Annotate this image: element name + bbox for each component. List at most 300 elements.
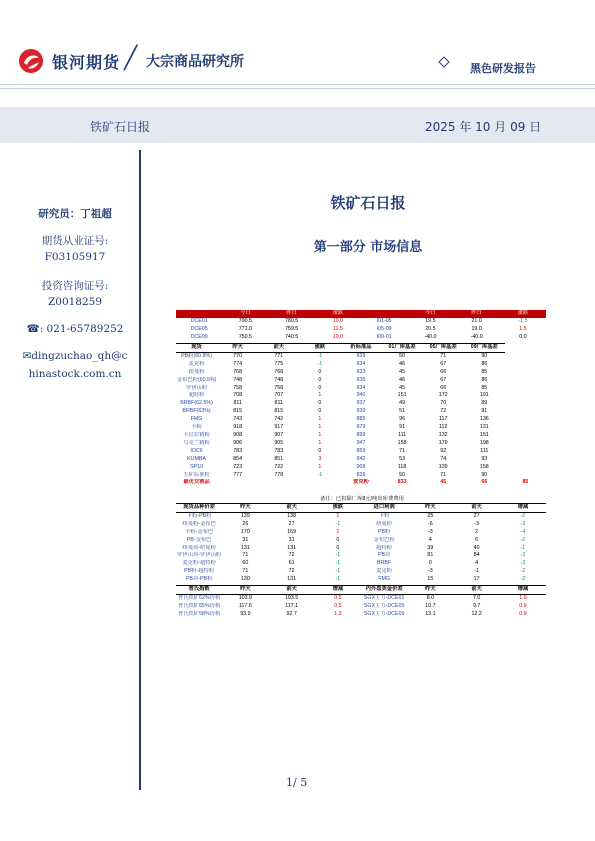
- table-header-row: [176, 504, 546, 513]
- data-cell: 1.5: [519, 325, 527, 332]
- table-header-row: [176, 344, 546, 353]
- data-cell: 70: [440, 400, 447, 407]
- data-cell: -1: [317, 360, 323, 367]
- cheapest-label: 最优交割品: [183, 479, 210, 486]
- data-cell: 833: [356, 368, 366, 375]
- data-cell: 66: [440, 384, 447, 391]
- cheapest-value: 45: [440, 479, 447, 486]
- data-cell: 71: [242, 552, 249, 559]
- data-cell: 46: [399, 376, 406, 383]
- email-line-2: hinastock.com.cn: [28, 368, 122, 380]
- data-cell: 92: [440, 447, 447, 454]
- table-header-row: [176, 310, 546, 318]
- data-cell: 151: [479, 431, 489, 438]
- data-cell: 93: [481, 455, 488, 462]
- data-cell: 卡粉: [378, 512, 390, 519]
- data-cell: 131: [287, 544, 297, 551]
- company-name: 银河期货: [52, 53, 121, 72]
- data-cell: -2: [520, 512, 526, 519]
- header-cell: 现货品种价差: [176, 504, 222, 513]
- data-cell: 纽曼粉-金布巴: [182, 520, 216, 527]
- data-cell: 超特粉: [188, 392, 205, 399]
- email-line-1: ✉dingzuchao_qh@c: [22, 350, 128, 362]
- table-row: [176, 352, 546, 360]
- table-row: [176, 318, 546, 326]
- data-cell: DCE01: [190, 317, 208, 324]
- license-number: F03105917: [44, 251, 106, 263]
- data-cell: 1: [318, 463, 322, 470]
- data-cell: 770: [233, 352, 243, 359]
- data-cell: 麦克粉: [188, 360, 205, 367]
- data-cell: 51: [399, 408, 406, 415]
- data-cell: -1: [520, 544, 526, 551]
- data-cell: I05-09: [376, 325, 392, 332]
- data-cell: 麦克粉: [376, 568, 393, 575]
- institute-name: 大宗商品研究所: [146, 54, 244, 70]
- data-cell: 151: [397, 392, 407, 399]
- header-cell: 增减: [315, 586, 361, 595]
- header-cell: 涨跌: [315, 504, 361, 513]
- table-row: [176, 392, 546, 400]
- data-cell: 1: [318, 416, 322, 423]
- data-cell: 21.0: [471, 317, 482, 324]
- data-cell: 117.6: [238, 602, 252, 609]
- header-cell: 进口利润: [361, 504, 407, 513]
- report-type: 黑色研发报告: [470, 62, 536, 75]
- data-cell: 89: [481, 400, 488, 407]
- data-cell: 81: [427, 552, 434, 559]
- data-cell: 723: [233, 463, 243, 470]
- data-cell: 74: [440, 455, 447, 462]
- data-cell: 191: [479, 392, 489, 399]
- cheapest-value: 麦克粉: [353, 479, 369, 486]
- data-cell: 811: [233, 400, 242, 407]
- document-title: 铁矿石日报: [330, 194, 406, 212]
- data-cell: 31: [288, 536, 295, 543]
- header-cell: 前天: [269, 586, 315, 595]
- data-cell: 40: [473, 544, 480, 551]
- cheapest-value: 66: [481, 479, 488, 486]
- data-cell: -3: [520, 552, 526, 559]
- data-cell: 851: [274, 455, 284, 462]
- header-cell: 昨天: [222, 504, 268, 513]
- data-cell: 707: [274, 392, 284, 399]
- data-cell: I01-05: [376, 317, 392, 324]
- header-cell: 昨天: [407, 586, 453, 595]
- data-cell: BRBF(63%): [182, 408, 211, 415]
- data-cell: 1: [318, 431, 322, 438]
- data-cell: 748: [233, 376, 243, 383]
- data-cell: 117.1: [285, 602, 299, 609]
- data-cell: 72: [440, 408, 447, 415]
- data-cell: PB块-PB粉: [185, 576, 213, 583]
- data-cell: 0: [318, 376, 322, 383]
- data-cell: 15: [427, 576, 434, 583]
- data-cell: 卡粉-金布巴: [185, 528, 214, 535]
- researcher-name: 研究员：丁祖超: [38, 208, 112, 220]
- header-cell: [361, 310, 407, 318]
- data-cell: 815: [233, 408, 243, 415]
- data-cell: 0.5: [334, 602, 342, 609]
- data-cell: 11.5: [332, 325, 343, 332]
- data-cell: -3: [428, 568, 433, 575]
- data-cell: 103.5: [284, 594, 299, 601]
- data-cell: 811: [274, 400, 283, 407]
- data-cell: PB粉-超特粉: [184, 568, 215, 575]
- data-cell: 117: [438, 416, 448, 423]
- data-cell: 778: [274, 471, 284, 478]
- data-cell: 72: [288, 552, 295, 559]
- data-cell: 158: [397, 439, 407, 446]
- data-cell: 五矿标准粉: [183, 471, 210, 478]
- data-cell: 8.0: [426, 594, 435, 601]
- header-cell: 前天: [269, 504, 315, 513]
- data-cell: 0.0: [519, 333, 527, 340]
- table-row: [176, 472, 546, 480]
- table-row: [176, 464, 546, 472]
- data-cell: 麦克粉-超特粉: [182, 560, 216, 567]
- data-cell: 卡粉-PB粉: [186, 512, 212, 519]
- data-cell: -4: [520, 528, 526, 535]
- data-cell: 743: [233, 416, 243, 423]
- data-cell: 758: [274, 384, 284, 391]
- table-row: [176, 408, 546, 416]
- data-cell: 839: [356, 352, 366, 359]
- data-cell: 111: [398, 431, 407, 438]
- data-cell: 金布巴粉: [373, 536, 395, 543]
- spot-table: [176, 343, 546, 487]
- data-cell: 0: [318, 408, 322, 415]
- data-cell: 普氏铁矿58%价格: [177, 610, 221, 617]
- data-cell: -40.0: [470, 333, 483, 340]
- data-cell: KUMBA: [187, 455, 206, 462]
- data-cell: 834: [356, 384, 366, 391]
- data-cell: 906: [233, 439, 243, 446]
- table-row: [176, 512, 546, 520]
- data-cell: 1.0: [519, 594, 527, 601]
- header-cell: 01厂库基差: [382, 344, 423, 353]
- header-cell: 前天: [258, 344, 299, 353]
- data-cell: 纽曼粉: [376, 520, 393, 527]
- section-title: 第一部分 市场信息: [313, 240, 423, 255]
- data-cell: 815: [274, 408, 284, 415]
- data-cell: 0: [318, 384, 322, 391]
- data-cell: PB粉(60.8%): [181, 352, 213, 359]
- data-cell: 71: [440, 352, 447, 359]
- data-cell: 0: [336, 536, 340, 543]
- data-cell: 1: [318, 439, 322, 446]
- data-cell: 918: [233, 424, 243, 431]
- data-cell: 0: [336, 544, 340, 551]
- data-cell: 2: [475, 528, 479, 535]
- data-cell: 53: [399, 455, 406, 462]
- data-cell: 1: [336, 528, 340, 535]
- data-cell: IOC6: [190, 447, 203, 454]
- data-cell: 罗伊山块-罗伊山粉: [177, 552, 222, 559]
- data-cell: 740.5: [284, 333, 299, 340]
- data-cell: 3: [318, 455, 322, 462]
- data-cell: 27: [288, 520, 295, 527]
- header-cell: 前天: [454, 504, 500, 513]
- data-cell: 91: [481, 408, 488, 415]
- header-cell: 今日: [407, 310, 453, 318]
- data-cell: 超特粉: [376, 544, 393, 551]
- data-cell: -1.5: [518, 317, 528, 324]
- empty-cell: [258, 479, 299, 487]
- data-cell: 742: [274, 416, 284, 423]
- diamond-icon: [438, 56, 449, 67]
- table-row: [176, 424, 546, 432]
- header-cell: 09厂库基差: [464, 344, 505, 353]
- data-cell: 90: [481, 352, 488, 359]
- data-cell: 71: [399, 447, 406, 454]
- data-cell: 10.7: [425, 602, 436, 609]
- table-row: [176, 560, 546, 568]
- data-cell: 45: [399, 368, 406, 375]
- data-cell: 纽曼块-纽曼粉: [182, 544, 216, 551]
- index-table: [176, 585, 546, 619]
- header-rule: [0, 84, 595, 85]
- data-cell: 905: [274, 439, 284, 446]
- header-cell: 昨日: [269, 310, 315, 318]
- header-cell: 昨天: [222, 586, 268, 595]
- data-cell: 839: [356, 471, 366, 478]
- data-cell: 50: [399, 471, 406, 478]
- data-cell: 乌克兰精粉: [183, 439, 210, 446]
- data-cell: DCE09: [190, 333, 208, 340]
- data-cell: -1: [335, 568, 341, 575]
- data-cell: 131: [479, 424, 489, 431]
- header-cell: 05厂库基差: [423, 344, 464, 353]
- data-cell: 899: [356, 431, 366, 438]
- data-cell: 66: [440, 368, 447, 375]
- data-cell: -3: [428, 528, 433, 535]
- data-cell: -1: [317, 352, 323, 359]
- data-cell: -6: [428, 520, 433, 527]
- empty-cell: [299, 479, 340, 487]
- table-row: [176, 432, 546, 440]
- data-cell: 49: [399, 400, 406, 407]
- data-cell: 96: [399, 416, 406, 423]
- data-cell: PB-金布巴: [186, 536, 212, 543]
- header-cell: 昨日: [454, 310, 500, 318]
- data-cell: SGX主力-DCE05: [363, 602, 405, 609]
- data-cell: 907: [274, 431, 284, 438]
- data-cell: 7.0: [472, 594, 481, 601]
- table-row: [176, 334, 546, 342]
- data-cell: 17: [473, 576, 480, 583]
- data-cell: 854: [233, 455, 243, 462]
- data-cell: 158: [479, 463, 489, 470]
- data-cell: 1.3: [334, 610, 342, 617]
- data-cell: 67: [440, 360, 447, 367]
- data-cell: 纽曼粉: [188, 368, 205, 375]
- galaxy-logo-icon: [18, 48, 44, 74]
- data-cell: 708: [233, 392, 243, 399]
- data-cell: 768: [274, 368, 284, 375]
- data-cell: 775: [274, 360, 284, 367]
- data-cell: 947: [356, 439, 366, 446]
- header-cell: 现货: [176, 344, 217, 353]
- data-cell: 4: [428, 536, 432, 543]
- data-cell: 908: [233, 431, 243, 438]
- table-row: [176, 545, 546, 553]
- data-cell: 835: [356, 376, 366, 383]
- data-cell: -1: [335, 576, 341, 583]
- data-cell: 768: [233, 368, 243, 375]
- data-cell: -2: [520, 536, 526, 543]
- table-row: [176, 377, 546, 385]
- data-cell: 879: [356, 424, 366, 431]
- table-header-row: [176, 586, 546, 595]
- data-cell: 60: [242, 560, 249, 567]
- header-cell: 涨跌: [500, 310, 546, 318]
- page-number: 1/ 5: [286, 776, 308, 789]
- data-cell: 777: [233, 471, 243, 478]
- data-cell: BRBF(62.5%): [180, 400, 213, 407]
- data-cell: 卡拉拉精粉: [183, 431, 210, 438]
- data-cell: 84: [473, 552, 480, 559]
- table-row: [176, 603, 546, 611]
- data-cell: 112: [438, 424, 448, 431]
- data-cell: -1: [317, 471, 323, 478]
- data-cell: 0.9: [519, 610, 527, 617]
- data-cell: 27: [473, 512, 480, 519]
- data-cell: 39: [427, 544, 434, 551]
- data-cell: 86: [481, 360, 488, 367]
- table-row: [176, 521, 546, 529]
- data-cell: 170: [240, 528, 250, 535]
- data-cell: -3: [520, 560, 526, 567]
- table-row: [176, 400, 546, 408]
- data-cell: 13.1: [425, 610, 436, 617]
- data-cell: 132: [438, 431, 448, 438]
- cheapest-value: 85: [522, 479, 529, 486]
- data-cell: 783: [233, 447, 243, 454]
- data-cell: 1: [318, 424, 322, 431]
- data-cell: DCE05: [190, 325, 208, 332]
- header-cell: 昨天: [407, 504, 453, 513]
- data-cell: 9.7: [472, 602, 481, 609]
- data-cell: 136: [479, 416, 489, 423]
- data-cell: -3: [474, 520, 479, 527]
- data-cell: 859: [356, 447, 366, 454]
- data-cell: 46: [399, 360, 406, 367]
- table-row: [176, 537, 546, 545]
- data-cell: PB粉: [377, 528, 391, 535]
- header-cell: 今日: [222, 310, 268, 318]
- data-cell: 45: [399, 384, 406, 391]
- table-row: [176, 416, 546, 424]
- data-cell: 139: [438, 463, 448, 470]
- data-cell: 118: [397, 463, 407, 470]
- data-cell: 748: [274, 376, 284, 383]
- table-row: [176, 369, 546, 377]
- data-cell: 罗伊山粉: [185, 384, 208, 391]
- header-cell: 折标准品: [340, 344, 381, 353]
- table-row: [176, 456, 546, 464]
- data-cell: -3: [520, 520, 526, 527]
- band-title: 铁矿石日报: [90, 120, 151, 134]
- data-cell: 169: [287, 528, 297, 535]
- data-cell: 758: [233, 384, 243, 391]
- table-row: [176, 568, 546, 576]
- header-cell: 内外盘美金价差: [361, 586, 407, 595]
- table-row: [176, 576, 546, 584]
- data-cell: 26: [242, 520, 249, 527]
- empty-cell: [217, 479, 258, 487]
- data-cell: 20.5: [425, 325, 436, 332]
- data-cell: 771: [274, 352, 284, 359]
- data-cell: -1: [335, 560, 341, 567]
- cheapest-value: 833: [397, 479, 407, 486]
- data-cell: 50: [399, 352, 406, 359]
- header-cell: 普氏指数: [176, 586, 222, 595]
- table-row: [176, 594, 546, 602]
- cheapest-deliverable-row: [176, 479, 546, 487]
- header-cell: 前天: [454, 586, 500, 595]
- data-cell: 790.5: [238, 317, 252, 324]
- header-cell: 昨天: [217, 344, 258, 353]
- consult-label: 投资咨询证号:: [41, 280, 109, 292]
- data-cell: 61: [288, 560, 295, 567]
- data-cell: 71: [440, 471, 447, 478]
- data-cell: PB块: [377, 552, 391, 559]
- data-cell: 0: [318, 368, 322, 375]
- table-row: [176, 385, 546, 393]
- data-cell: 普氏铁矿62%价格: [177, 594, 221, 601]
- data-cell: 0: [318, 400, 322, 407]
- data-cell: 19.5: [425, 317, 436, 324]
- data-cell: 774: [233, 360, 243, 367]
- data-cell: 0: [318, 447, 322, 454]
- data-cell: BRBF: [377, 560, 392, 567]
- data-cell: 91: [399, 424, 406, 431]
- data-cell: 90: [481, 471, 488, 478]
- table-row: [176, 440, 546, 448]
- data-cell: 67: [440, 376, 447, 383]
- data-cell: SGX主力-DCE01: [363, 594, 405, 601]
- data-cell: 771.0: [238, 325, 252, 332]
- table-row: [176, 552, 546, 560]
- header-cell: 增减: [500, 504, 546, 513]
- table-row: [176, 361, 546, 369]
- data-cell: 940: [356, 392, 366, 399]
- data-cell: 92.7: [286, 610, 297, 617]
- data-cell: 1: [318, 392, 322, 399]
- header-cell: 涨跌: [299, 344, 340, 353]
- data-cell: 103.9: [238, 594, 252, 601]
- table-row: [176, 326, 546, 334]
- data-cell: 783: [274, 447, 284, 454]
- data-cell: FMG: [378, 576, 391, 583]
- data-cell: 19.0: [471, 325, 482, 332]
- data-cell: 780.5: [284, 317, 299, 324]
- data-cell: 172: [438, 392, 448, 399]
- report-date: 2025 年 10 月 09 日: [425, 120, 542, 134]
- data-cell: 0.9: [519, 602, 527, 609]
- header-rule: [0, 88, 595, 89]
- data-cell: -40.0: [424, 333, 437, 340]
- data-cell: 卡粉: [191, 424, 202, 431]
- license-label: 期货从业证号:: [41, 235, 109, 247]
- data-cell: 839: [356, 408, 366, 415]
- data-cell: 85: [481, 384, 488, 391]
- data-cell: 837: [356, 400, 366, 407]
- data-cell: 885: [356, 416, 366, 423]
- data-cell: SGX主力-DCE09: [363, 610, 405, 617]
- header-cell: [176, 310, 222, 318]
